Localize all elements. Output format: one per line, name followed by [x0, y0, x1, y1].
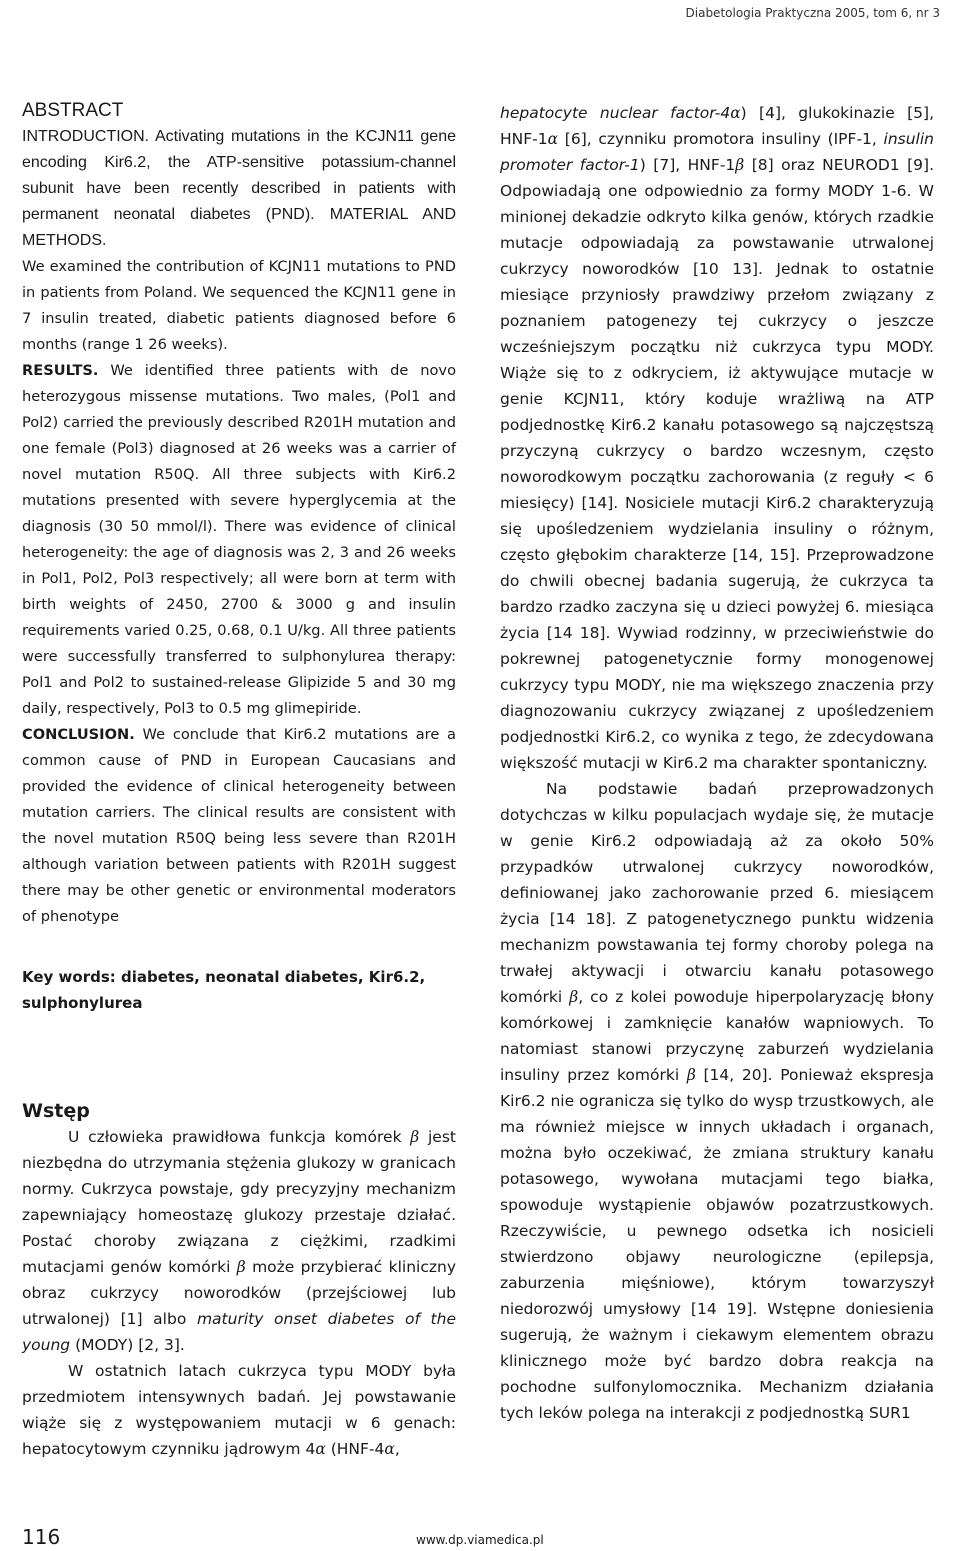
right-column [500, 100, 934, 1426]
beta-symbol: β [236, 1258, 246, 1276]
abstract-heading: ABSTRACT [22, 100, 124, 121]
alpha-symbol: α [730, 104, 741, 122]
keywords [22, 964, 456, 1016]
alpha-symbol: α [547, 130, 559, 148]
alpha-symbol: α [384, 1440, 395, 1458]
intro-paragraph-2: W ostatnich latach cukrzyca typu MODY była przedmiotem intensywnych badań. Jej powstawanie wiąże się z występowaniem mutacji w 6 genach: hepatocytowym czynniku jądrowym 4α (HNF-4α, [22, 1362, 456, 1458]
results-label: RESULTS. [22, 362, 99, 379]
abstract-introduction [22, 124, 456, 254]
results-text: We identified three patients with de novo heterozygous missense mutations. Two males, (Pol1 and Pol2) carried the previously described R201H mutation and one female (Pol3) diagnosed at 26 weeks was a carrier of novel mutation R50Q. All three subjects with Kir6.2 mutations presented with severe hyperglycemia at the diagnosis (30 50 mmol/l). There was evidence of clinical heterogeneity: the age of diagnosis was 2, 3 and 26 weeks in Pol1, Pol2, Pol3 respectively; all were born at term with birth weights of 2450, 2700 & 3000 g and insulin requirements varied 0.25, 0.68, 0.1 U/kg. All three patients were successfully transferred to sulphonylurea therapy: Pol1 and Pol2 to sustained-release Glipizide 5 and 30 mg daily, respectively, Pol3 to 0.5 mg glimepiride. [22, 362, 456, 717]
keywords-text: diabetes, neonatal diabetes, Kir6.2, sulphonylurea [22, 968, 426, 1012]
conclusion-text: We conclude that Kir6.2 mutations are a common cause of PND in European Caucasians and provided the evidence of clinical heterogeneity between mutation carriers. The clinical results are consistent with the novel mutation R50Q being less severe than R201H although variation between patients with R201H suggest there may be other genetic or environmental moderators of phenotype [22, 726, 456, 925]
paragraph-3: Na podstawie badań przeprowadzonych dotychczas w kilku populacjach wydaje się, że mutacje w genie Kir6.2 odpowiadają aż za około 50% przypadków utrwalonej cukrzycy noworodków, definiowanej jako zachorowanie przed 6. miesiącem życia [14 18]. Z patogenetycznego punktu widzenia mechanizm powstawania tej formy choroby polega na trwałej aktywacji i otwarciu kanału potasowego komórki β, co z kolei powoduje hiperpolaryzację błony komórkowej i zamknięcie kanałów wapniowych. To natomiast stanowi przyczynę zaburzeń wydzielania insuliny przez komórki β [14, 20]. Ponieważ ekspresja Kir6.2 nie ogranicza się tylko do wysp trzustkowych, ale ma również miejsce w innych układach i organach, można było oczekiwać, że zmiana struktury kanału potasowego, wywołana mutacjami tego białka, spowoduje wystąpienie objawów pozatrzustkowych. Rzeczywiście, u pewnego odsetka ich nosicieli stwierdzono objawy neurologiczne (epilepsja, zaburzenia mięśniowe), którym towarzyszył niedorozwój umysłowy [14 19]. Wstępne doniesienia sugerują, że ważnym i ciekawym elementem obrazu klinicznego może być bardzo dobra reakcja na pochodne sulfonylomocznika. Mechanizm działania tych leków polega na interakcji z podjednostką SUR1 [500, 780, 935, 1422]
continued-paragraph: hepatocyte nuclear factor-4α) [4], glukokinazie [5], HNF-1α [6], czynniku promotora insuliny (IPF-1, insulin promoter factor-1) [7], HNF-1β [8] oraz NEUROD1 [9]. Odpowiadają one odpowiednio za formy MODY 1-6. W minionej dekadzie odkryto kilka genów, których rzadkie mutacje odpowiadają za powstawanie utrwalonej cukrzycy noworodków [10 13]. Jednak to ostatnie miesiące przyniosły prawdziwy przełom związany z poznaniem patogenezy tej cukrzycy o jeszcze wcześniejszym początku niż cukrzyca typu MODY. Wiąże się to z odkryciem, iż aktywujące mutacje w genie KCJN11, który koduje wrażliwą na ATP podjednostkę Kir6.2 kanału potasowego są najczęstszą przyczyną cukrzycy o bardzo wczesnym, często noworodkowym początku zachorowania (z reguły < 6 miesięcy) [14]. Nosiciele mutacji Kir6.2 charakteryzują się upośledzeniem wydzielania insuliny o różnym, często głębokim charakterze [14, 15]. Przeprowadzone do chwili obecnej badania sugerują, że cukrzyca ta bardzo rzadko zaczyna się u dzieci powyżej 6. miesiąca życia [14 18]. Wywiad rodzinny, w przeciwieństwie do pokrewnej patogenetycznie formy monogenowej cukrzycy typu MODY, nie ma większego znaczenia przy diagnozowaniu cukrzycy związanej z upośledzeniem podjednostki Kir6.2, co wynika z tego, że zdecydowana większość mutacji w Kir6.2 ma charakter spontaniczny. [500, 104, 934, 772]
beta-symbol: β [735, 156, 745, 174]
journal-url[interactable]: www.dp.viamedica.pl [416, 1533, 544, 1547]
section-title: Wstęp [22, 1100, 90, 1122]
intro-label: INTRODUCTION. [22, 128, 150, 145]
beta-symbol: β [569, 988, 579, 1006]
left-column [22, 100, 456, 1462]
intro-text: Activating mutations in the KCJN11 gene encoding Kir6.2, the ATP-sensitive potassium-channel subunit have been recently described in patients with permanent neonatal diabetes (PND). [22, 128, 456, 223]
running-head: Diabetologia Praktyczna 2005, tom 6, nr 3 [685, 6, 940, 20]
methods-label: MATERIAL AND METHODS. [22, 206, 457, 249]
methods-text: We examined the contribution of KCJN11 mutations to PND in patients from Poland. We sequenced the KCJN11 gene in 7 insulin treated, diabetic patients diagnosed before 6 months (range 1 26 weeks). [22, 258, 456, 353]
conclusion-label: CONCLUSION. [22, 726, 135, 743]
beta-symbol: β [410, 1128, 420, 1146]
beta-symbol: β [686, 1066, 696, 1084]
page-number: 116 [22, 1525, 61, 1549]
abstract-body [22, 254, 456, 930]
alpha-symbol: α [315, 1440, 326, 1458]
intro-paragraph-1: U człowieka prawidłowa funkcja komórek β jest niezbędna do utrzymania stężenia glukozy w granicach normy. Cukrzyca powstaje, gdy precyzyjny mechanizm zapewniający homeostazę glukozy przestaje działać. Postać choroby związana z ciężkimi, rzadkimi mutacjami genów komórki β może przybierać kliniczny obraz cukrzycy noworodków (przejściowej lub utrwalonej) [1] albo maturity onset diabetes of the young (MODY) [2, 3]. [22, 1128, 456, 1354]
keywords-label: Key words: [22, 968, 116, 986]
